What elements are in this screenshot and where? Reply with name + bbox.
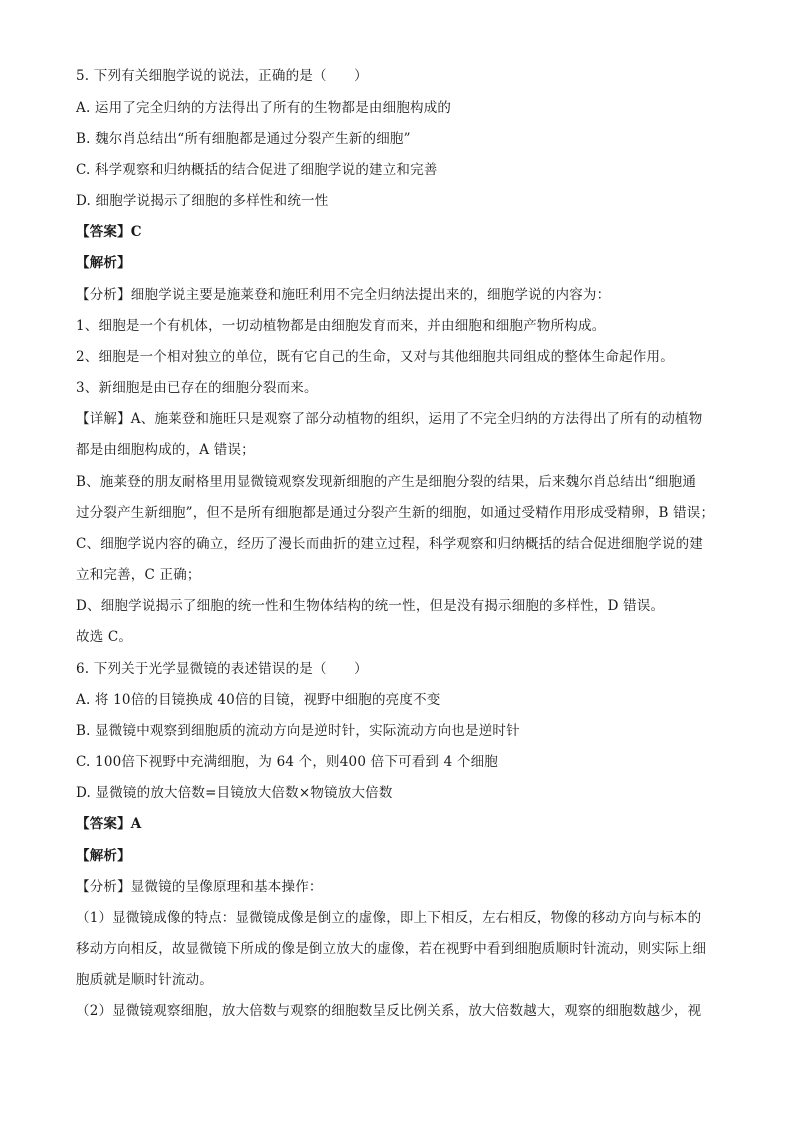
q6-analysis-line: 胞质就是顺时针流动。 <box>76 972 213 988</box>
q6-option-d: D. 显微镜的放大倍数=目镜放大倍数×物镜放大倍数 <box>76 785 393 801</box>
q6-stem: 6. 下列关于光学显微镜的表述错误的是（ ） <box>76 661 368 677</box>
q5-option-b: B. 魏尔肖总结出“所有细胞都是通过分裂产生新的细胞” <box>76 131 411 147</box>
q5-option-d: D. 细胞学说揭示了细胞的多样性和统一性 <box>76 193 329 209</box>
q6-analysis-line: （2）显微镜观察细胞，放大倍数与观察的细胞数呈反比例关系，放大倍数越大，观察的细胞数越少，视 <box>76 1003 702 1019</box>
q5-analysis-line: 都是由细胞构成的，A 错误； <box>76 442 255 458</box>
q5-analysis-line: D、细胞学说揭示了细胞的统一性和生物体结构的统一性，但是没有揭示细胞的多样性，D 错误。 <box>76 598 665 614</box>
q5-analysis-heading: 【解析】 <box>76 255 131 271</box>
q6-option-a: A. 将 10倍的目镜换成 40倍的目镜，视野中细胞的亮度不变 <box>76 692 441 708</box>
q5-analysis-line: 1、细胞是一个有机体，一切动植物都是由细胞发育而来，并由细胞和细胞产物所构成。 <box>76 318 606 334</box>
q6-answer: 【答案】A <box>76 816 142 832</box>
q5-answer: 【答案】C <box>76 224 142 240</box>
q5-analysis-line: 2、细胞是一个相对独立的单位，既有它自己的生命，又对与其他细胞共同组成的整体生命起作用。 <box>76 349 674 365</box>
q5-stem: 5. 下列有关细胞学说的说法，正确的是（ ） <box>76 68 368 84</box>
q5-analysis-line: 故选 C。 <box>76 629 133 645</box>
q5-option-c: C. 科学观察和归纳概括的结合促进了细胞学说的建立和完善 <box>76 162 438 178</box>
q6-analysis-line: （1）显微镜成像的特点：显微镜成像是倒立的虚像，即上下相反，左右相反，物像的移动方向与标本的 <box>76 910 702 926</box>
q6-analysis-line: 移动方向相反，故显微镜下所成的像是倒立放大的虚像，若在视野中看到细胞质顺时针流动，则实际上细 <box>76 941 707 957</box>
q5-analysis-line: 立和完善，C 正确； <box>76 567 201 583</box>
q5-analysis-line: 过分裂产生新细胞”，但不是所有细胞都是通过分裂产生新的细胞，如通过受精作用形成受精卵，B 错误； <box>76 505 715 521</box>
q5-analysis-line: 【详解】A、施莱登和施旺只是观察了部分动植物的组织，运用了不完全归纳的方法得出了所有的动植物 <box>76 411 703 427</box>
q6-option-c: C. 100倍下视野中充满细胞，为 64 个，则400 倍下可看到 4 个细胞 <box>76 754 498 770</box>
q5-analysis-line: 【分析】细胞学说主要是施莱登和施旺利用不完全归纳法提出来的，细胞学说的内容为： <box>76 287 611 303</box>
q5-option-a: A. 运用了完全归纳的方法得出了所有的生物都是由细胞构成的 <box>76 100 452 116</box>
q6-analysis-heading: 【解析】 <box>76 848 131 864</box>
q5-analysis-line: B、施莱登的朋友耐格里用显微镜观察发现新细胞的产生是细胞分裂的结果，后来魏尔肖总结出“细胞通 <box>76 474 697 490</box>
q6-option-b: B. 显微镜中观察到细胞质的流动方向是逆时针，实际流动方向也是逆时针 <box>76 723 520 739</box>
q5-analysis-line: C、细胞学说内容的确立，经历了漫长而曲折的建立过程，科学观察和归纳概括的结合促进细胞学说的建 <box>76 536 704 552</box>
q5-analysis-line: 3、新细胞是由已存在的细胞分裂而来。 <box>76 380 318 396</box>
q6-analysis-line: 【分析】显微镜的呈像原理和基本操作： <box>76 879 323 895</box>
